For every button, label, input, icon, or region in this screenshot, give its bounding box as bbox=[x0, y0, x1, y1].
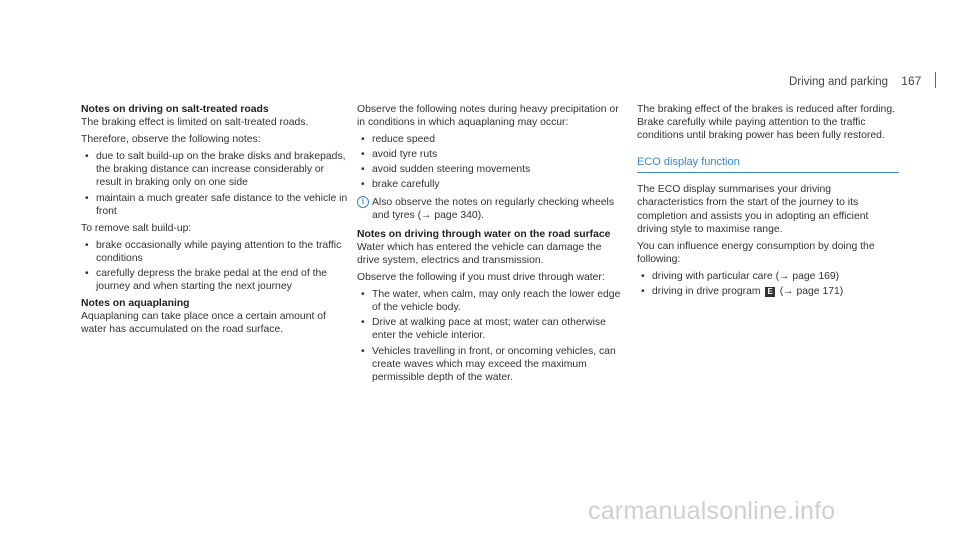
heading-salt-roads: Notes on driving on salt-treated roads bbox=[81, 104, 269, 115]
bullet-list bbox=[357, 288, 622, 384]
info-icon: i bbox=[357, 196, 369, 208]
list-item: • The water, when calm, may only reach the lower edge of the vehicle body. bbox=[357, 288, 622, 314]
column-2 bbox=[357, 103, 622, 388]
list-item bbox=[637, 285, 899, 298]
paragraph: Observe the following if you must drive through water: bbox=[357, 272, 605, 284]
paragraph: Therefore, observe the following notes: bbox=[81, 134, 261, 146]
paragraph: The ECO display summarises your driving characteristics from the start of the journey to its completion and assists you in adopting an efficient driving style to maximise range. bbox=[637, 184, 869, 235]
drive-program-key-icon: E bbox=[767, 287, 773, 297]
bullet-list bbox=[81, 239, 351, 293]
section-title-eco: ECO display function bbox=[637, 156, 899, 173]
paragraph: To remove salt build-up: bbox=[81, 222, 192, 234]
info-note bbox=[357, 196, 622, 222]
paragraph: You can influence energy consumption by doing the following: bbox=[637, 240, 875, 265]
list-item: • brake occasionally while paying attention to the traffic conditions bbox=[81, 239, 351, 265]
column-3 bbox=[637, 103, 899, 302]
paragraph: Water which has entered the vehicle can damage the drive system, electrics and transmission. bbox=[357, 241, 602, 266]
bullet-list bbox=[357, 133, 622, 191]
page-number: 167 bbox=[901, 74, 922, 88]
list-item: • carefully depress the brake pedal at the end of the journey and when starting the next journey bbox=[81, 267, 351, 293]
item-ref: (→ page 171) bbox=[779, 286, 844, 298]
note-text: Also observe the notes on regularly checking wheels and tyres (→ page 340). bbox=[372, 196, 615, 221]
list-item: • Drive at walking pace at most; water can otherwise enter the vehicle interior. bbox=[357, 316, 622, 342]
paragraph: Observe the following notes during heavy precipitation or in conditions in which aquaplaning may occur: bbox=[357, 104, 619, 129]
bullet-list bbox=[81, 150, 351, 217]
list-item: • avoid tyre ruts bbox=[357, 148, 622, 161]
bullet-list bbox=[637, 270, 899, 298]
heading-aquaplaning: Notes on aquaplaning bbox=[81, 298, 190, 310]
paragraph: The braking effect is limited on salt-treated roads. bbox=[81, 117, 309, 129]
list-item: • maintain a much greater safe distance to the vehicle in front bbox=[81, 192, 351, 218]
header-divider bbox=[935, 72, 936, 88]
list-item: • reduce speed bbox=[357, 133, 622, 146]
column-1 bbox=[81, 103, 351, 341]
watermark: carmanualsonline.info bbox=[588, 497, 836, 525]
paragraph: The braking effect of the brakes is reduced after fording. Brake carefully while paying attention to the traffic conditions until braking power has been fully restored. bbox=[637, 104, 895, 142]
header-section: Driving and parking bbox=[789, 76, 889, 88]
list-item: • Vehicles travelling in front, or oncoming vehicles, can create waves which may exceed the maximum permissible depth of the water. bbox=[357, 345, 622, 384]
list-item: • driving with particular care (→ page 169) bbox=[637, 270, 899, 283]
running-header bbox=[789, 74, 921, 88]
list-item: • brake carefully bbox=[357, 178, 622, 191]
item-text: driving in drive program bbox=[652, 286, 761, 298]
list-item: • avoid sudden steering movements bbox=[357, 163, 622, 176]
heading-driving-through-water: Notes on driving through water on the road surface bbox=[357, 228, 611, 240]
paragraph: Aquaplaning can take place once a certain amount of water has accumulated on the road surface. bbox=[81, 311, 326, 336]
list-item: • due to salt build-up on the brake disks and brakepads, the braking distance can increase considerably or result in braking only on one side bbox=[81, 150, 351, 189]
